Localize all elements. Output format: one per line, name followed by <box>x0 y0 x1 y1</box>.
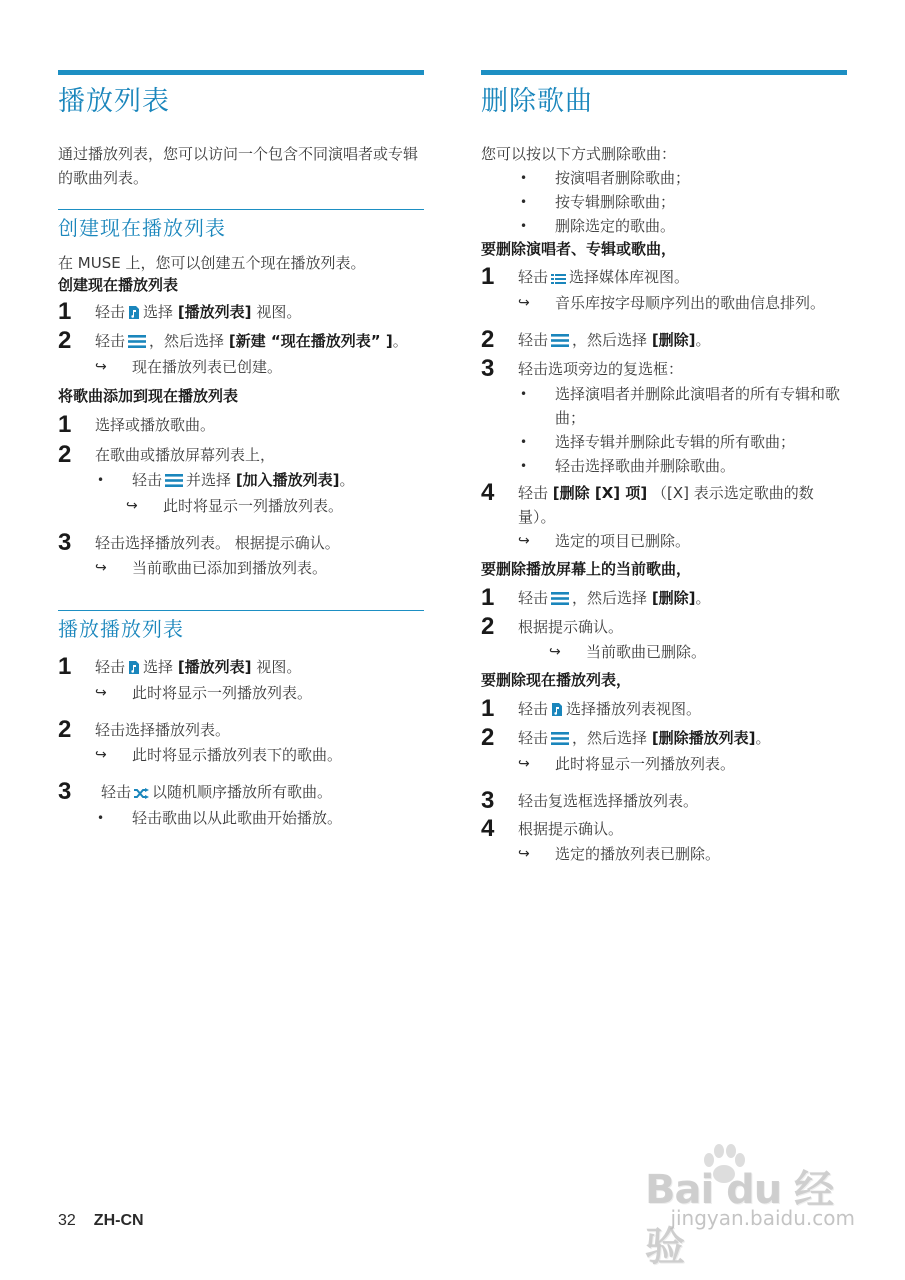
delete-option: • 按演唱者删除歌曲； <box>520 169 691 187</box>
heading-create-now-playing: 创建现在播放列表 <box>58 216 226 240</box>
result-arrow-icon: ↪ <box>95 560 107 576</box>
menu-icon <box>551 588 569 612</box>
play-step-1-result: ↪ 此时将显示一列播放列表。 <box>58 681 424 705</box>
sec3-step-3: 3 轻击复选框选择播放列表。 <box>481 787 699 814</box>
sec3-step-4: 4 根据提示确认。 <box>481 815 624 842</box>
page-footer <box>58 1212 144 1230</box>
sec3-bold-label: 要删除现在播放列表， <box>481 671 632 689</box>
play-step-2-result: ↪ 此时将显示播放列表下的歌曲。 <box>58 743 424 767</box>
language-code: ZH-CN <box>93 1212 144 1229</box>
sec2-step-2: 2 根据提示确认。 <box>481 613 624 640</box>
sec1-step-3-option: • 轻击选择歌曲并删除歌曲。 <box>520 457 736 475</box>
section-rule <box>481 70 847 75</box>
create-step-1: 1 轻击 选择 [播放列表] 视图。 <box>58 298 302 325</box>
add-step-2: 2 在歌曲或播放屏幕列表上， <box>58 441 276 468</box>
create-bold-label: 创建现在播放列表 <box>58 276 179 294</box>
result-arrow-icon: ↪ <box>126 498 138 514</box>
sec3-step-1: 1 轻击 选择播放列表视图。 <box>481 695 702 722</box>
library-icon <box>551 267 566 291</box>
menu-icon <box>551 330 569 354</box>
delete-option: • 删除选定的歌曲。 <box>520 217 676 235</box>
add-step-3-result: ↪ 当前歌曲已添加到播放列表。 <box>58 556 424 580</box>
playlist-icon <box>128 657 140 681</box>
result-arrow-icon: ↪ <box>95 747 107 763</box>
playlist-icon <box>128 302 140 326</box>
left-column <box>58 70 424 830</box>
sec2-step-2-result: ↪ 当前歌曲已删除。 <box>481 640 847 664</box>
page-number: 32 <box>58 1212 76 1229</box>
sec1-bold-label: 要删除演唱者、专辑或歌曲， <box>481 240 677 258</box>
sec1-step-3: 3 轻击选项旁边的复选框： <box>481 355 684 382</box>
add-bullet-result: ↪ 此时将显示一列播放列表。 <box>58 494 424 518</box>
sec1-step-1: 1 轻击 选择媒体库视图。 <box>481 263 690 290</box>
create-intro: 在 MUSE 上，您可以创建五个现在播放列表。 <box>58 254 366 272</box>
result-arrow-icon: ↪ <box>95 685 107 701</box>
create-step-2: 2 轻击 ，然后选择 [新建 “现在播放列表” ]。 <box>58 327 408 354</box>
subsection-rule <box>58 610 424 611</box>
delete-intro: 您可以按以下方式删除歌曲： <box>481 145 677 163</box>
sec3-step-2: 2 轻击 ，然后选择 [删除播放列表]。 <box>481 724 771 751</box>
sec1-step-3-option: • 选择演唱者并删除此演唱者的所有专辑和歌曲； <box>520 385 841 427</box>
subsection-rule <box>58 209 424 210</box>
section-rule <box>58 70 424 75</box>
sec1-step-1-result: ↪ 音乐库按字母顺序列出的歌曲信息排列。 <box>481 291 847 315</box>
result-arrow-icon: ↪ <box>518 846 530 862</box>
delete-option: • 按专辑删除歌曲； <box>520 193 676 211</box>
play-step-1: 1 轻击 选择 [播放列表] 视图。 <box>58 653 302 680</box>
sec3-step-4-result: ↪ 选定的播放列表已删除。 <box>481 842 847 866</box>
shuffle-icon <box>134 782 149 806</box>
menu-icon <box>128 331 146 355</box>
page-title-delete-songs: 删除歌曲 <box>481 86 593 117</box>
sec2-bold-label: 要删除播放屏幕上的当前歌曲， <box>481 560 692 578</box>
playlist-icon <box>551 699 563 723</box>
result-arrow-icon: ↪ <box>549 644 561 660</box>
sec1-step-4: 4 轻击 [删除 [X] 项] （[X] 表示选定歌曲的数量）。 <box>481 479 814 526</box>
menu-icon <box>165 470 183 494</box>
right-column <box>481 70 847 866</box>
page-title-playlists: 播放列表 <box>58 86 170 117</box>
result-arrow-icon: ↪ <box>518 756 530 772</box>
sec2-step-1: 1 轻击 ，然后选择 [删除]。 <box>481 584 711 611</box>
heading-play-playlist: 播放播放列表 <box>58 617 184 641</box>
play-step-3-bullet: • 轻击歌曲以从此歌曲开始播放。 <box>97 809 343 827</box>
baidu-watermark <box>645 1144 865 1270</box>
create-result: ↪ 现在播放列表已创建。 <box>58 355 424 379</box>
play-step-3: 3 轻击 以随机顺序播放所有歌曲。 <box>58 778 333 805</box>
result-arrow-icon: ↪ <box>95 359 107 375</box>
add-step-1: 1 选择或播放歌曲。 <box>58 411 216 438</box>
play-step-2: 2 轻击选择播放列表。 <box>58 716 231 743</box>
add-bold-label: 将歌曲添加到现在播放列表 <box>58 387 239 405</box>
menu-icon <box>551 728 569 752</box>
result-arrow-icon: ↪ <box>518 295 530 311</box>
sec1-step-3-option: • 选择专辑并删除此专辑的所有歌曲； <box>520 433 796 451</box>
watermark-logo: Bai du 经验 <box>645 1167 834 1270</box>
sec1-step-2: 2 轻击 ，然后选择 [删除]。 <box>481 326 711 353</box>
result-arrow-icon: ↪ <box>518 533 530 549</box>
sec3-step-2-result: ↪ 此时将显示一列播放列表。 <box>481 752 847 776</box>
sec1-step-4-result: ↪ 选定的项目已删除。 <box>481 529 847 553</box>
playlists-intro: 通过播放列表，您可以访问一个包含不同演唱者或专辑的歌曲列表。 <box>58 145 419 187</box>
add-step-3: 3 轻击选择播放列表。 根据提示确认。 <box>58 529 340 556</box>
watermark-url: jingyan.baidu.com <box>670 1206 855 1230</box>
add-bullet: • 轻击 并选择 [加入播放列表]。 <box>58 468 424 494</box>
